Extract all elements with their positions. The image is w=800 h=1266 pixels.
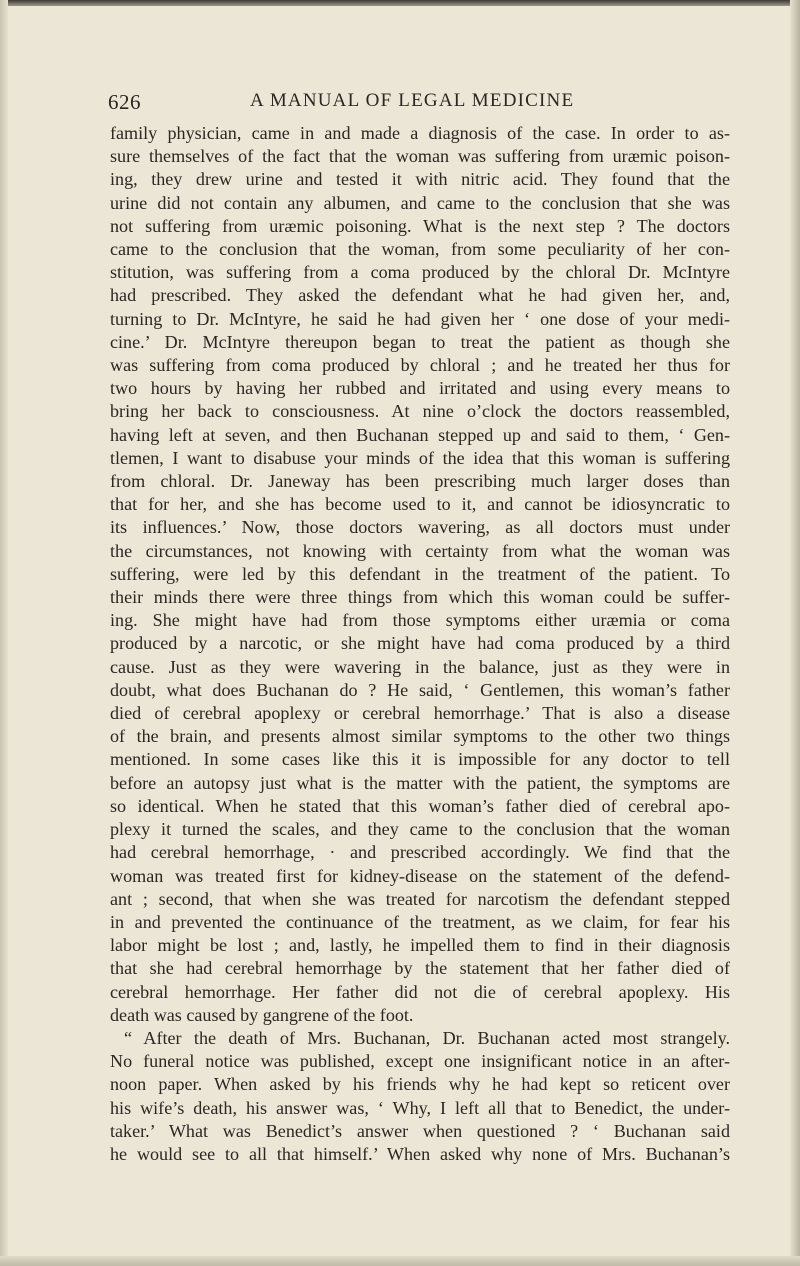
- text-line: had prescribed. They asked the defendant what he had given her, and,: [110, 285, 730, 306]
- text-line: ing. She might have had from those symptoms either uræmia or coma: [110, 610, 730, 631]
- text-line: two hours by having her rubbed and irritated and using every means to: [110, 378, 730, 399]
- text-line: urine did not contain any albumen, and came to the conclusion that she was: [110, 192, 730, 213]
- text-line: ant ; second, that when she was treated for narcotism the defendant stepped: [110, 888, 730, 909]
- text-line: cine.’ Dr. McIntyre thereupon began to treat the patient as though she: [110, 331, 730, 352]
- text-line: taker.’ What was Benedict’s answer when questioned ? ‘ Buchanan said: [110, 1120, 730, 1141]
- text-line: turning to Dr. McIntyre, he said he had given her ‘ one dose of your medi-: [110, 308, 730, 329]
- text-line: that she had cerebral hemorrhage by the statement that her father died of: [110, 958, 730, 979]
- text-line: in and prevented the continuance of the treatment, as we claim, for fear his: [110, 911, 730, 932]
- text-line: cerebral hemorrhage. Her father did not die of cerebral apoplexy. His: [110, 981, 730, 1002]
- text-line: bring her back to consciousness. At nine o’clock the doctors reassembled,: [110, 401, 730, 422]
- text-line: family physician, came in and made a diagnosis of the case. In order to as-: [110, 123, 730, 143]
- text-line: “ After the death of Mrs. Buchanan, Dr. Buchanan acted most strangely.: [124, 1027, 730, 1048]
- text-line: its influences.’ Now, those doctors wavering, as all doctors must under: [110, 517, 730, 538]
- text-line: produced by a narcotic, or she might have had coma produced by a third: [110, 633, 730, 654]
- text-line: that for her, and she has become used to it, and cannot be idiosyncratic to: [110, 494, 730, 515]
- text-line: had cerebral hemorrhage, · and prescribed accordingly. We find that the: [110, 842, 730, 863]
- text-line: their minds there were three things from which this woman could be suffer-: [110, 587, 730, 608]
- text-line: came to the conclusion that the woman, from some peculiarity of her con-: [110, 239, 730, 260]
- text-line: plexy it turned the scales, and they came to the conclusion that the woman: [110, 819, 730, 840]
- text-line: before an autopsy just what is the matter with the patient, the symptoms are: [110, 772, 730, 793]
- text-line: his wife’s death, his answer was, ‘ Why, I left all that to Benedict, the under-: [110, 1097, 730, 1118]
- text-line: woman was treated first for kidney-disease on the statement of the defend-: [110, 865, 730, 886]
- text-line: sure themselves of the fact that the woman was suffering from uræmic poison-: [110, 146, 730, 167]
- text-line: died of cerebral apoplexy or cerebral hemorrhage.’ That is also a disease: [110, 703, 730, 724]
- page-number: 626: [108, 90, 141, 114]
- text-line: noon paper. When asked by his friends why he had kept so reticent over: [110, 1074, 730, 1095]
- text-line: No funeral notice was published, except one insignificant notice in an after-: [110, 1051, 730, 1072]
- text-line: he would see to all that himself.’ When asked why none of Mrs. Buchanan’s: [110, 1143, 730, 1164]
- text-line: tlemen, I want to disabuse your minds of the idea that this woman is suffering: [110, 447, 730, 468]
- text-line: cause. Just as they were wavering in the balance, just as they were in: [110, 656, 730, 677]
- text-line: the circumstances, not knowing with certainty from what the woman was: [110, 540, 730, 561]
- text-line: death was caused by gangrene of the foot.: [110, 1004, 414, 1025]
- page-left-edge: [0, 0, 8, 1266]
- text-line: labor might be lost ; and, lastly, he impelled them to find in their diagnosis: [110, 935, 730, 956]
- running-head: A MANUAL OF LEGAL MEDICINE: [250, 90, 575, 111]
- text-line: so identical. When he stated that this woman’s father died of cerebral apo-: [110, 795, 730, 816]
- text-line: suffering, were led by this defendant in the treatment of the patient. To: [110, 563, 730, 584]
- text-line: having left at seven, and then Buchanan stepped up and said to them, ‘ Gen-: [110, 424, 730, 445]
- text-line: ing, they drew urine and tested it with nitric acid. They found that the: [110, 169, 730, 190]
- text-line: doubt, what does Buchanan do ? He said, ‘ Gentlemen, this woman’s father: [110, 679, 730, 700]
- text-line: was suffering from coma produced by chloral ; and he treated her thus for: [110, 355, 730, 376]
- page-bottom-edge: [0, 1256, 800, 1266]
- text-line: from chloral. Dr. Janeway has been prescribing much larger doses than: [110, 471, 730, 492]
- page-right-edge: [790, 0, 800, 1266]
- page-top-edge: [0, 0, 800, 6]
- text-line: stitution, was suffering from a coma produced by the chloral Dr. McIntyre: [110, 262, 730, 283]
- body-text: [110, 122, 730, 1166]
- text-line: mentioned. In some cases like this it is impossible for any doctor to tell: [110, 749, 730, 770]
- text-line: of the brain, and presents almost similar symptoms to the other two things: [110, 726, 730, 747]
- text-line: not suffering from uræmic poisoning. What is the next step ? The doctors: [110, 215, 730, 236]
- page-header: [0, 90, 800, 120]
